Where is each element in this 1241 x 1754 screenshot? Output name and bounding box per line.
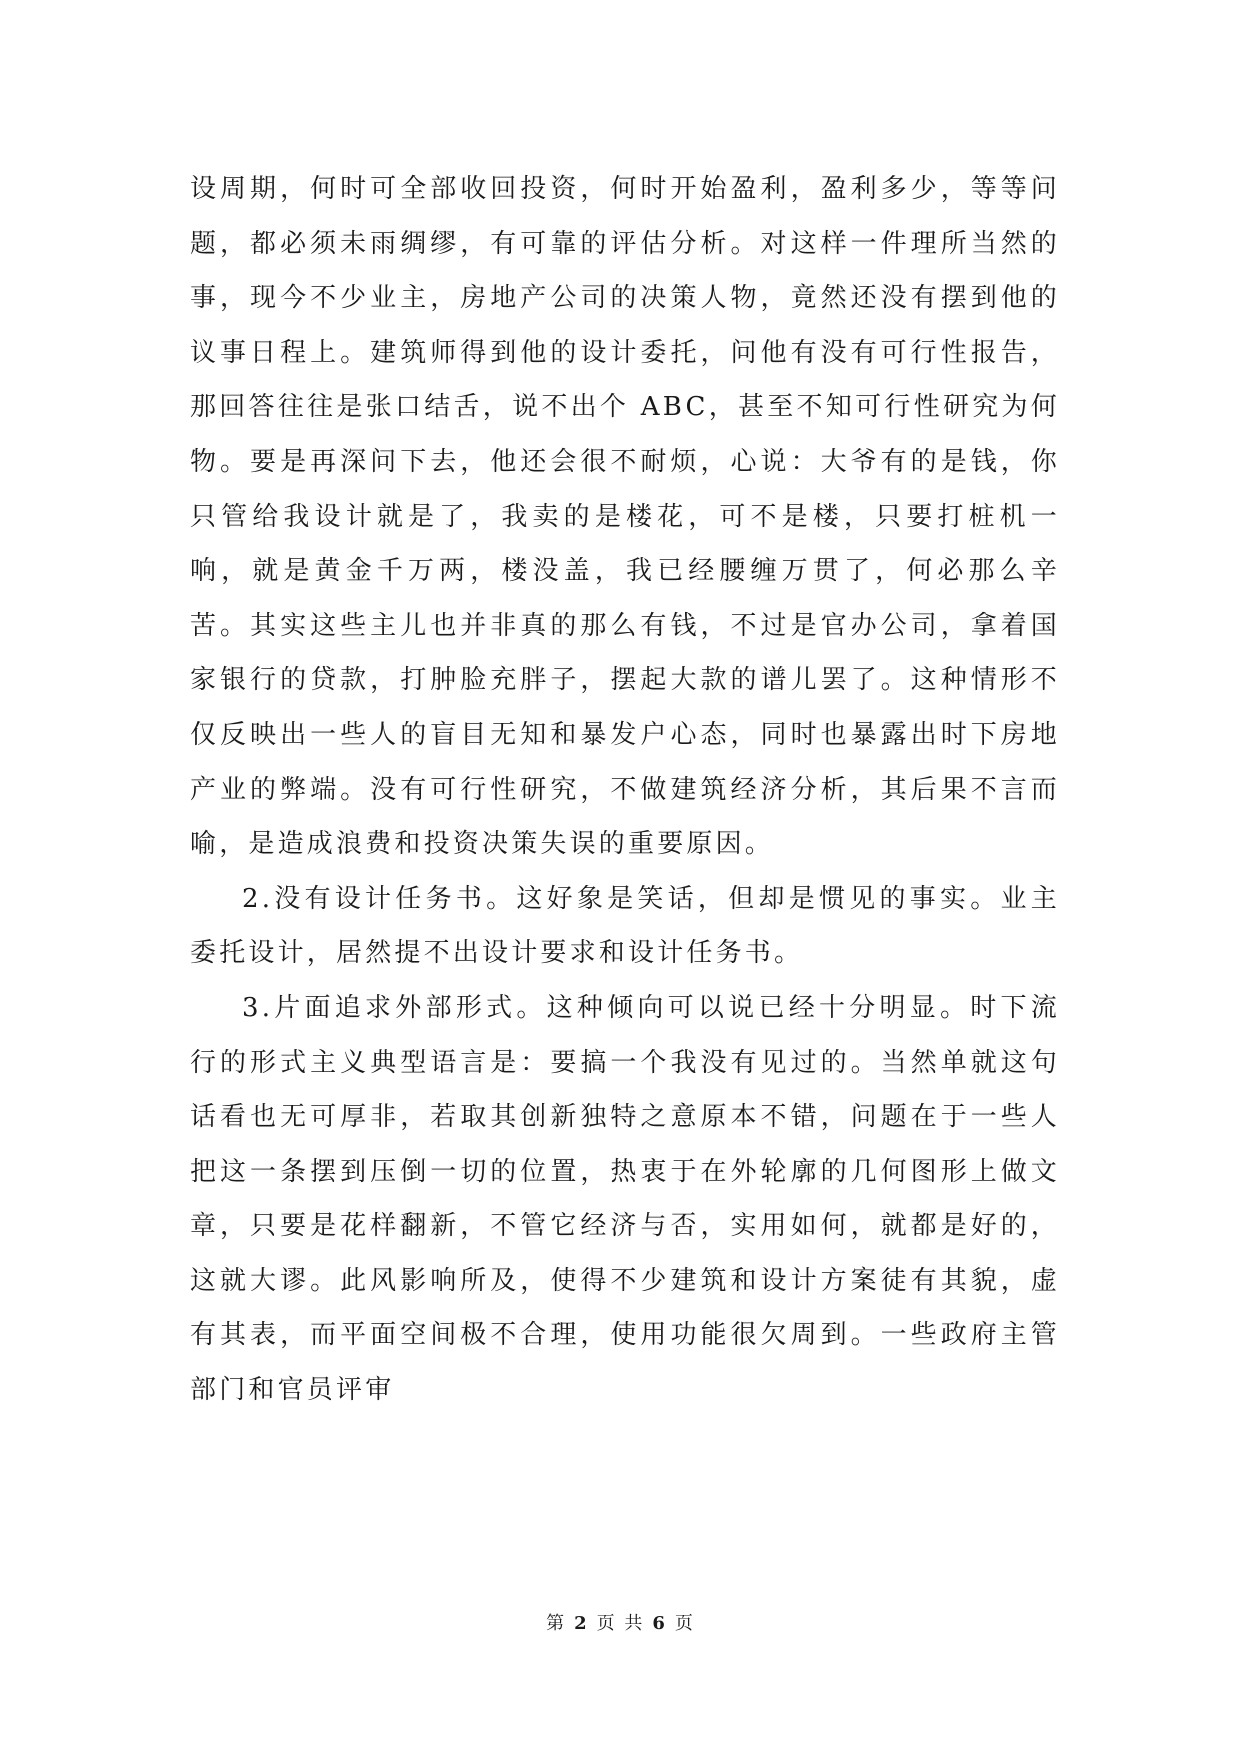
paragraph-investment-analysis: 设周期，何时可全部收回投资，何时开始盈利，盈利多少，等等问题，都必须未雨绸缪，有可靠的评估分析。对这样一件理所当然的事，现今不少业主，房地产公司的决策人物，竟然还没有摆到他的议事日程上。建筑师得到他的设计委托，问他有没有可行性报告，那回答往往是张口结舌，说不出个 ABC，甚至不知可行性研究为何物。要是再深问下去，他还会很不耐烦，心说：大爷有的是钱，你只管给我设计就是了，我卖的是楼花，可不是楼，只要打桩机一响，就是黄金千万两，楼没盖，我已经腰缠万贯了，何必那么辛苦。其实这些主儿也并非真的那么有钱，不过是官办公司，拿着国家银行的贷款，打肿脸充胖子，摆起大款的谱儿罢了。这种情形不仅反映出一些人的盲目无知和暴发户心态，同时也暴露出时下房地产业的弊端。没有可行性研究，不做建筑经济分析，其后果不言而喻，是造成浪费和投资决策失误的重要原因。 [190,174,1060,860]
footer-total-pages: 6 [652,1613,667,1634]
paragraph-external-form: 3.片面追求外部形式。这种倾向可以说已经十分明显。时下流行的形式主义典型语言是：要搞一个我没有见过的。当然单就这句话看也无可厚非，若取其创新独特之意原本不错，问题在于一些人把这一条摆到压倒一切的位置，热衷于在外轮廓的几何图形上做文章，只要是花样翻新，不管它经济与否，实用如何，就都是好的，这就大谬。此风影响所及，使得不少建筑和设计方案徒有其貌，虚有其表，而平面空间极不合理，使用功能很欠周到。一些政府主管部门和官员评审 [190,992,1060,1406]
paragraph-no-design-brief: 2.没有设计任务书。这好象是笑话，但却是惯见的事实。业主委托设计，居然提不出设计要求和设计任务书。 [190,883,1060,969]
footer-prefix: 第 [546,1613,567,1634]
page-body [190,162,1060,1418]
footer-page-number: 2 [574,1613,589,1634]
page-footer [0,1612,1241,1636]
footer-middle: 页 共 [596,1613,645,1634]
footer-suffix: 页 [674,1613,695,1634]
